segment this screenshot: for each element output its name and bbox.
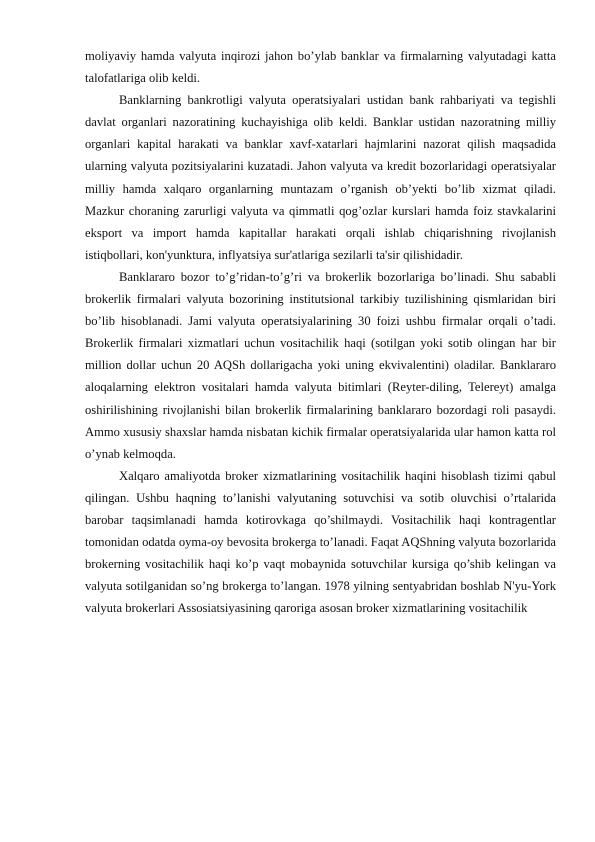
body-text [85, 45, 556, 619]
paragraph-broker-commission: Xalqaro amaliyotda broker xizmatlarining vositachilik haqini hisoblash tizimi qabul qilingan. Ushbu haqning to’lanishi valyutaning sotuvchisi va sotib oluvchisi o’rtalarida barobar taqsimlanadi hamda kotirovkaga qo’shilmaydi. Vositachilik haqi kontragentlar tomonidan odatda oyma-oy bevosita brokerga to’lanadi. Faqat AQShning valyuta bozorlarida brokerning vositachilik haqi ko’p vaqt mobaynida sotuvchilar kursiga qo’shib kelingan va valyuta sotilganidan so’ng brokerga to’langan. 1978 yilning sentyabridan boshlab N'yu-York valyuta brokerlari Assosiatsiyasining qaroriga asosan broker xizmatlarining vositachilik [85, 468, 556, 616]
paragraph-continuation: moliyaviy hamda valyuta inqirozi jahon bo’ylab banklar va firmalarning valyutadagi katta talofatlariga olib keldi. [85, 49, 556, 86]
paragraph-interbank-market: Banklararo bozor to’g’ridan-to’g’ri va brokerlik bozorlariga bo’linadi. Shu sababli brokerlik firmalari valyuta bozorining institutsional tarkibiy tuzilishining qismlaridan biri bo’lib hisoblanadi. Jami valyuta operatsiyalarining 30 foizi ushbu firmalar orqali o’tadi. Brokerlik firmalari xizmatlari uchun vositachilik haqi (sotilgan yoki sotib olingan har bir million dollar uchun 20 AQSh dollarigacha yoki uning ekvivalentini) oladilar. Banklararo aloqalarning elektron vositalari hamda valyuta bitimlari (Reyter-diling, Telereyt) amalga oshirilishining rivojlanishi bilan brokerlik firmalarining banklararo bozordagi roli pasaydi. Ammo xususiy shaxslar hamda nisbatan kichik firmalar operatsiyalarida ular hamon katta rol o’ynab kelmoqda. [85, 269, 556, 461]
paragraph-bank-bankruptcy: Banklarning bankrotligi valyuta operatsiyalari ustidan bank rahbariyati va tegishli davlat organlari nazoratining kuchayishiga olib keldi. Banklar ustidan nazoratning milliy organlari kapital harakati va banklar xavf-xatarlari hajmlarini nazorat qilish maqsadida ularning valyuta pozitsiyalarini kuzatadi. Jahon valyuta va kredit bozorlaridagi operatsiyalar milliy hamda xalqaro organlarning muntazam o’rganish ob’yekti bo’lib xizmat qiladi. Mazkur choraning zarurligi valyuta va qimmatli qog’ozlar kurslari hamda foiz stavkalarini eksport va import hamda kapitallar harakati orqali ishlab chiqarishning rivojlanish istiqbollari, kon'yunktura, inflyatsiya sur'atlariga sezilarli ta'sir qilishidadir. [85, 93, 556, 262]
